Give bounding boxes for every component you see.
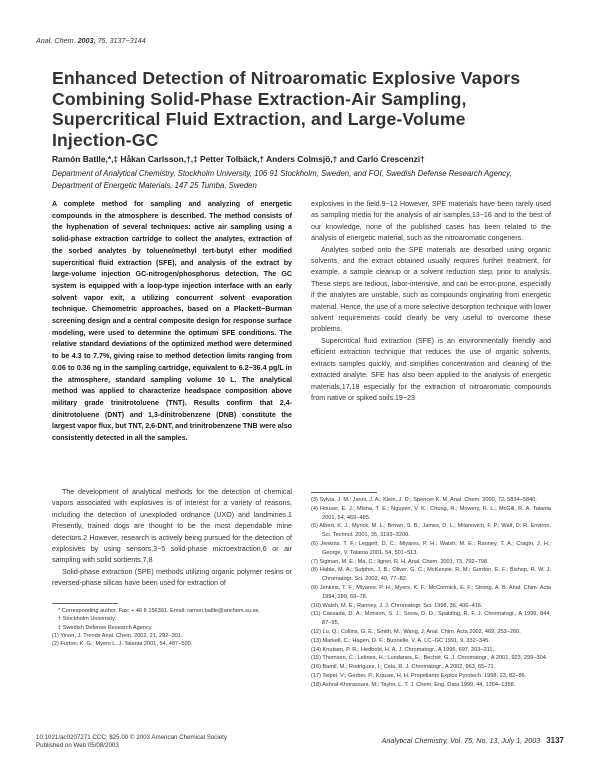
footnote-divider (52, 603, 118, 604)
reference-item: (18) Ashraf-Khorassani, M.; Taylor, L. T. J. Chem. Eng. Data 1999, 44, 1354−1358. (311, 681, 516, 688)
reference-item: (13) Markell, C.; Hagen, D. F.; Bunnelle, V. A. LC−GC 1991, 9, 332−345. (311, 637, 490, 644)
body-paragraph: explosives in the field.9−12 However, SPE materials have been rarely used as sampling media for the analysis of air samples,13−16 and to the best of our knowledge, none of the published cases has been related to the analysis of energetic material, such as the nitroaromatic congeners. (311, 200, 551, 243)
right-column-body (311, 199, 551, 404)
reference-item: (3) Sylvia, J. M.; Janni, J. A.; Klein, J. D.; Spencer K. M. Anal. Chem. 2000, 72, 5834−5840. (311, 497, 537, 503)
abstract-text: A complete method for sampling and analyzing of energetic compounds in the atmosphere is described. The method consists of the hyphenation of several techniques: active air sampling using a solid-phase extraction cartridge to collect the analytes, extraction of the sorbed analytes by toluene/methyl tert-butyl ether modified supercritical fluid extraction (SFE), and analysis of the extract by large-volume injection GC-nitrogen/phosphorus detection. The GC system is equipped with a loop-type injection interface with an early solvent vapor exit, a utilizing concurrent solvent evaporation technique. Chemometric approaches, based on a Plackett−Burman screening design and a central composite design for response surface modeling, were used to determine the optimum SFE conditions. The relative standard deviations of the optimized method were determined to be 4.3 to 7.7%, giving raise to method detection limits ranging from 0.06 to 0.36 ng in the sampling cartridge, equivalent to 6.2−36.4 pg/L in the atmosphere, standard sampling volume 10 L. The analytical method was applied to characterize headspace composition above military grade trinitrotoluene (TNT). Results confirm that 2,4-dinitrotoluene (DNT) and 1,3-dinitrobenzene (DNB) constitute the largest vapor flux, but TNT, 2,6-DNT, and trinitrobenzene TNB were also consistently detected in all the samples. (52, 200, 292, 443)
reference-item: (16) Bamil, M.; Rodriguez, I.; Cela, R. J. Chromatogr., A 2002, 963, 65−71. (311, 664, 496, 671)
introduction (52, 487, 292, 590)
reference-item: (6) Jenkins, T. F.; Leggett, D. C.; Miyares, P. H.; Walsh, M. E.; Ranney, T. A.; Cragin, J. H.; George, V. Talanta 2001, 54, 501−513. (311, 540, 551, 556)
footer-journal-issue: Analytical Chemistry, Vol. 75, No. 13, July 1, 2003 (381, 736, 541, 745)
affiliation-note: ‡ Swedish Defense Research Agency. (58, 624, 153, 631)
body-paragraph: Analytes sorbed onto the SPE materials are desorbed using organic solvents, and the extract obtained usually requires further treatment, for example, a sample cleanup or a solvent reduction step, prior to analysis. These steps are tedious, labor-intensive, and can be error-prone, especially if the analytes are unstable, such as compounds originating from energetic material. Hence, the use of a more selective desorption technique with lower solvent requirements could clearly be very useful to overcome these problems. (311, 245, 551, 334)
reference-item: (8) Hable, M. A.; Sutphin, J. B.; Oliver, G. C.; McKenzie, R. M.; Gordon, E. F.; Bishop, R. W. J. Chromatogr. Sci. 2002, 40, 77−82. (311, 567, 551, 583)
reference-item: (12) Lu, Q.; Collins, G. E.; Smith, M.; Wang, J. Anal. Chim. Acta 2002, 469, 253−260. (311, 628, 521, 635)
footer-journal-block (300, 736, 564, 745)
footer-doi-block (36, 734, 227, 750)
reference-list (311, 496, 551, 690)
page-number: 3137 (546, 736, 564, 745)
references-divider (311, 492, 377, 493)
reference-item: (17) Teipel, V.; Gerber, P.; Krause, H. H. Propellants Explos Pyrotech. 1998, 23, 82−86. (311, 672, 527, 679)
intro-paragraph: The development of analytical methods for the detection of chemical vapors associated with explosives is of interest for a variety of reasons, including the detection of unexploded ordnance (UXO) and landmines.1 Presently, trained dogs are thought to be the most dependable mine detectors.2 However, research is actively being pursued for the detection of explosives by using sensors,3−5 solid-phase microextraction,6 or air sampling with solid sorbents.7,8 (52, 488, 292, 565)
article-title: Enhanced Detection of Nitroaromatic Explosive Vapors Combining Solid-Phase Extraction-Air Sampling, Supercritical Fluid Extraction, and Large-Volume Injection-GC (52, 68, 521, 150)
journal-year: 2003, (77, 36, 96, 45)
volume-pages: 75, 3137−3144 (97, 36, 146, 45)
affiliation-note: † Stockholm University. (58, 616, 117, 623)
corresponding-author-note: * Corresponding author. Fax: + 46 8 156391. Email: ramon.batlle@anchem.su.se. (58, 608, 261, 614)
doi-line: 10.1021/ac0207271 CCC: $25.00 © 2003 American Chemical Society (36, 734, 227, 741)
published-line: Published on Web 05/08/2003 (36, 742, 119, 749)
reference-item: (4) Houser, E. J.; Mlsna, T. E.; Nguyen, V. K.; Chung, R.; Mowery, R. L.; McGill, R. A. Talanta 2001, 54, 469−485. (311, 505, 551, 521)
reference-item: (11) Cassada, D. A.; Monson, S. J.; Snow, D. D.; Spalding, R. F. J. Chromatogr., A 1999, 844, 87−95. (311, 611, 551, 627)
reference-item: (14) Knutsen, P. R.; Hedbold, H. A. J. Chromatogr., A 1996, 697, 203−211. (311, 646, 495, 653)
reference-item: (9) Jenkins, T. F.; Miyares, P. H.; Myers, K. F.; McCormick, E. F.; Strong, A. B. Anal. Chim. Acta 1994, 289, 69−78. (311, 584, 551, 600)
reference-item: (10) Walsh, M. E.; Ranney, J. J. Chromatogr. Sci. 1998, 36, 406−416. (311, 602, 483, 609)
body-paragraph: Supercritical fluid extraction (SFE) is an environmentally friendly and efficient extraction technique that reduces the use of organic solvents, extracts samples quickly, and simplifies concentration and cleaning of the extracted analyte. SFE has also been applied to the analysis of energetic materials,17,18 especially for the extraction of nitroaromatic compounds from native or spiked soils.19−23 (311, 336, 551, 402)
journal-citation (36, 36, 146, 45)
affiliation: Department of Analytical Chemistry, Stockholm University, 106 91 Stockholm, Sweden, and FOI, Swedish Defense Research Agency, Department of Energetic Materials, 147 25 Tumba, Sweden (52, 169, 512, 190)
footnotes (52, 607, 292, 648)
journal-name: Anal. Chem. (36, 36, 76, 45)
reference-item: (15) Thomsen, C.; Leknes, H.; Lundanes, E.; Becher, G. J. Chromatogr., A 2001, 923, 299−304. (311, 655, 548, 662)
intro-paragraph: Solid-phase extraction (SPE) methods utilizing organic polymer resins or reversed-phase silicas have been used for extraction of (52, 567, 292, 588)
abstract (52, 199, 292, 445)
reference-item: (5) Albert, K. J.; Myrick, M. L.; Brown, S. B.; James, D. L.; Milanovich, F. P.; Walt, D. R. Environ. Sci. Technol. 2001, 35, 3193−3200. (311, 523, 551, 539)
reference-item: (1) Yinon, J. Trends Anal. Chem. 2002, 21, 292−301. (52, 632, 183, 639)
author-list: Ramón Batlle,*,‡ Håkan Carlsson,†,‡ Petter Tolbäck,† Anders Colmsjö,† and Carlo Crescenzi† (52, 154, 425, 164)
reference-item: (2) Furton, K. G.; Myers L. J. Talanta 2001, 54, 487−500. (52, 641, 193, 648)
reference-item: (7) Sigman, M. E.; Ma, C.; Ilgner, R. H. Anal. Chem. 2001, 73, 792−798. (311, 558, 489, 565)
